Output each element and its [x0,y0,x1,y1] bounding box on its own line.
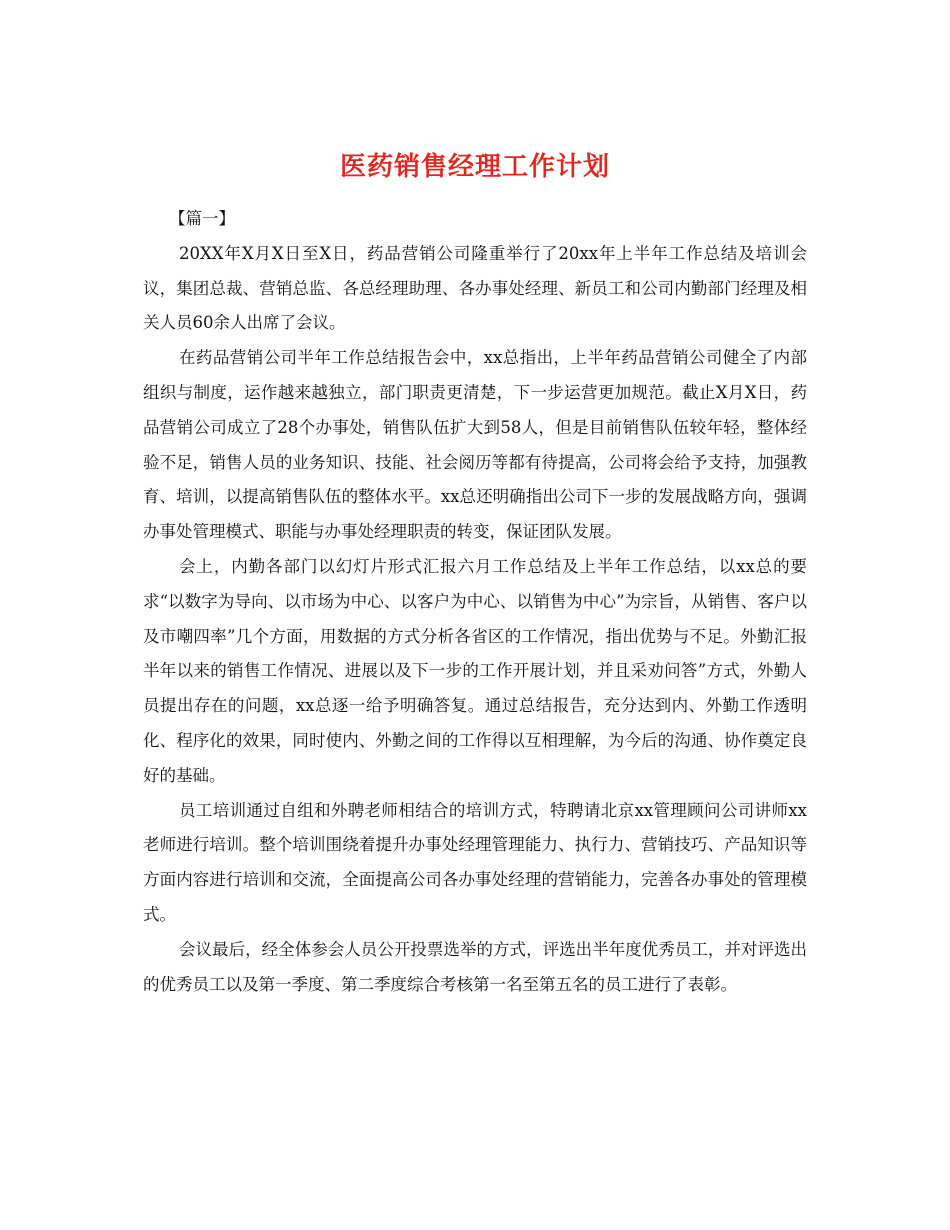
paragraph-4: 员工培训通过自组和外聘老师相结合的培训方式，特聘请北京xx管理顾问公司讲师xx老师进行培训。整个培训围绕着提升办事处经理管理能力、执行力、营销技巧、产品知识等方面内容进行培训和交流，全面提高公司各办事处经理的营销能力，完善各办事处的管理模式。 [143,800,807,924]
document-body [143,202,807,1002]
paragraph-2: 在药品营销公司半年工作总结报告会中，xx总指出，上半年药品营销公司健全了内部组织与制度，运作越来越独立，部门职责更清楚，下一步运营更加规范。截止X月X日，药品营销公司成立了28个办事处，销售队伍扩大到58人，但是目前销售队伍较年轻，整体经验不足，销售人员的业务知识、技能、社会阅历等都有待提高，公司将会给予支持，加强教育、培训，以提高销售队伍的整体水平。xx总还明确指出公司下一步的发展战略方向，强调办事处管理模式、职能与办事处经理职责的转变，保证团队发展。 [143,348,807,542]
paragraph-5: 会议最后，经全体参会人员公开投票选举的方式，评选出半年度优秀员工，并对评选出的优秀员工以及第一季度、第二季度综合考核第一名至第五名的员工进行了表彰。 [143,939,807,994]
document-title: 医药销售经理工作计划 [339,152,610,183]
paragraph-1: 20XX年X月X日至X日，药品营销公司隆重举行了20xx年上半年工作总结及培训会议，集团总裁、营销总监、各总经理助理、各办事处经理、新员工和公司内勤部门经理及相关人员60余人出席了会议。 [143,243,807,333]
section-label: 【篇一】 [169,209,235,228]
paragraph-3: 会上，内勤各部门以幻灯片形式汇报六月工作总结及上半年工作总结，以xx总的要求“以数字为导向、以市场为中心、以客户为中心、以销售为中心”为宗旨，从销售、客户以及市嘲四率”几个方面，用数据的方式分析各省区的工作情况，指出优势与不足。外勤汇报半年以来的销售工作情况、进展以及下一步的工作开展计划，并且采劝问答”方式，外勤人员提出存在的问题，xx总逐一给予明确答复。通过总结报告，充分达到内、外勤工作透明化、程序化的效果，同时使内、外勤之间的工作得以互相理解，为今后的沟通、协作奠定良好的基础。 [143,556,807,785]
